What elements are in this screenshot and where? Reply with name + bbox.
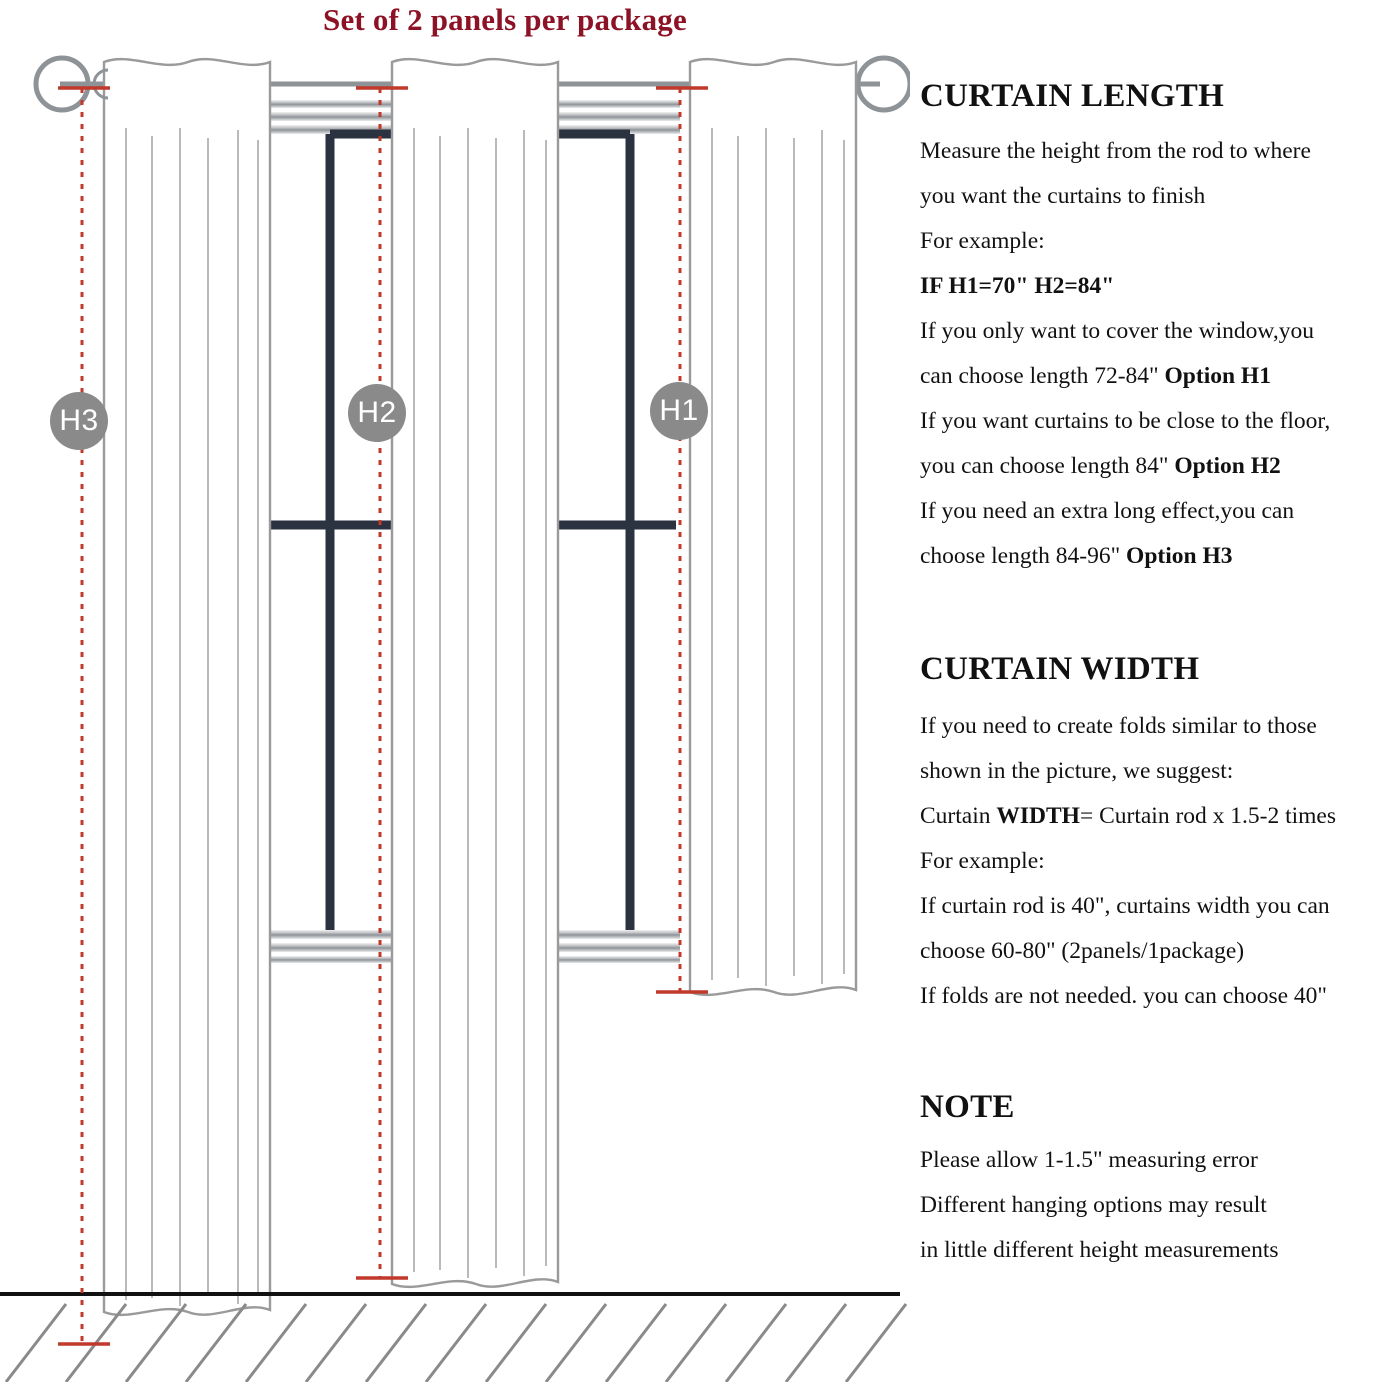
curtain-width-line-4: For example: (920, 848, 1045, 874)
formula-suffix: = Curtain rod x 1.5-2 times (1079, 803, 1337, 829)
curtain-length-line-3: For example: (920, 228, 1045, 254)
curtain-width-formula (920, 794, 1398, 839)
curtain-width-line-1: If you need to create folds similar to those (920, 713, 1317, 739)
curtain-width-line-7: If folds are not needed. you can choose 40" (920, 983, 1327, 1009)
instructions-column (920, 78, 1398, 1273)
section-note (920, 1089, 1398, 1273)
note-line-2: Different hanging options may result (920, 1192, 1267, 1218)
curtain-length-line-9: If you need an extra long effect,you can (920, 498, 1295, 524)
curtain-length-line-8 (920, 444, 1398, 489)
curtain-length-line-2: you want the curtains to finish (920, 183, 1206, 209)
curtain-width-line-5: If curtain rod is 40", curtains width you can (920, 893, 1330, 919)
option-h2-label: Option H2 (1174, 453, 1281, 479)
curtain-length-line-7: If you want curtains to be close to the floor, (920, 408, 1331, 434)
curtain-width-heading: CURTAIN WIDTH (920, 651, 1200, 687)
curtain-width-line-6: choose 60-80" (2panels/1package) (920, 938, 1245, 964)
formula-width-word: WIDTH (996, 803, 1080, 829)
option-h3-label: Option H3 (1126, 543, 1233, 569)
measure-label-h1: H1 (650, 382, 708, 440)
section-curtain-length (920, 78, 1398, 579)
measure-label-h2: H2 (348, 384, 406, 442)
curtain-panel-middle (392, 59, 558, 1287)
curtain-length-heading: CURTAIN LENGTH (920, 78, 1225, 114)
curtain-length-line-5: If you only want to cover the window,you (920, 318, 1314, 344)
option-h1-text: can choose length 72-84" (920, 363, 1165, 389)
curtain-length-line-1: Measure the height from the rod to where (920, 138, 1311, 164)
note-line-1: Please allow 1-1.5" measuring error (920, 1147, 1258, 1173)
section-spacer-2 (920, 1019, 1398, 1089)
curtain-panel-right (690, 59, 856, 995)
measure-label-h3: H3 (50, 392, 108, 450)
option-h3-text: choose length 84-96" (920, 543, 1127, 569)
formula-prefix: Curtain (920, 803, 997, 829)
curtain-panel-left (94, 59, 270, 1315)
section-spacer-1 (920, 579, 1398, 651)
note-heading: NOTE (920, 1089, 1015, 1125)
page-title: Set of 2 panels per package (323, 2, 687, 37)
curtain-width-line-2: shown in the picture, we suggest: (920, 758, 1234, 784)
curtain-length-line-6 (920, 354, 1398, 399)
option-h1-label: Option H1 (1164, 363, 1271, 389)
section-curtain-width (920, 651, 1398, 1019)
curtain-length-line-10 (920, 534, 1398, 579)
curtain-length-example-values: IF H1=70" H2=84" (920, 273, 1115, 299)
option-h2-text: you can choose length 84" (920, 453, 1175, 479)
note-line-3: in little different height measurements (920, 1237, 1279, 1263)
